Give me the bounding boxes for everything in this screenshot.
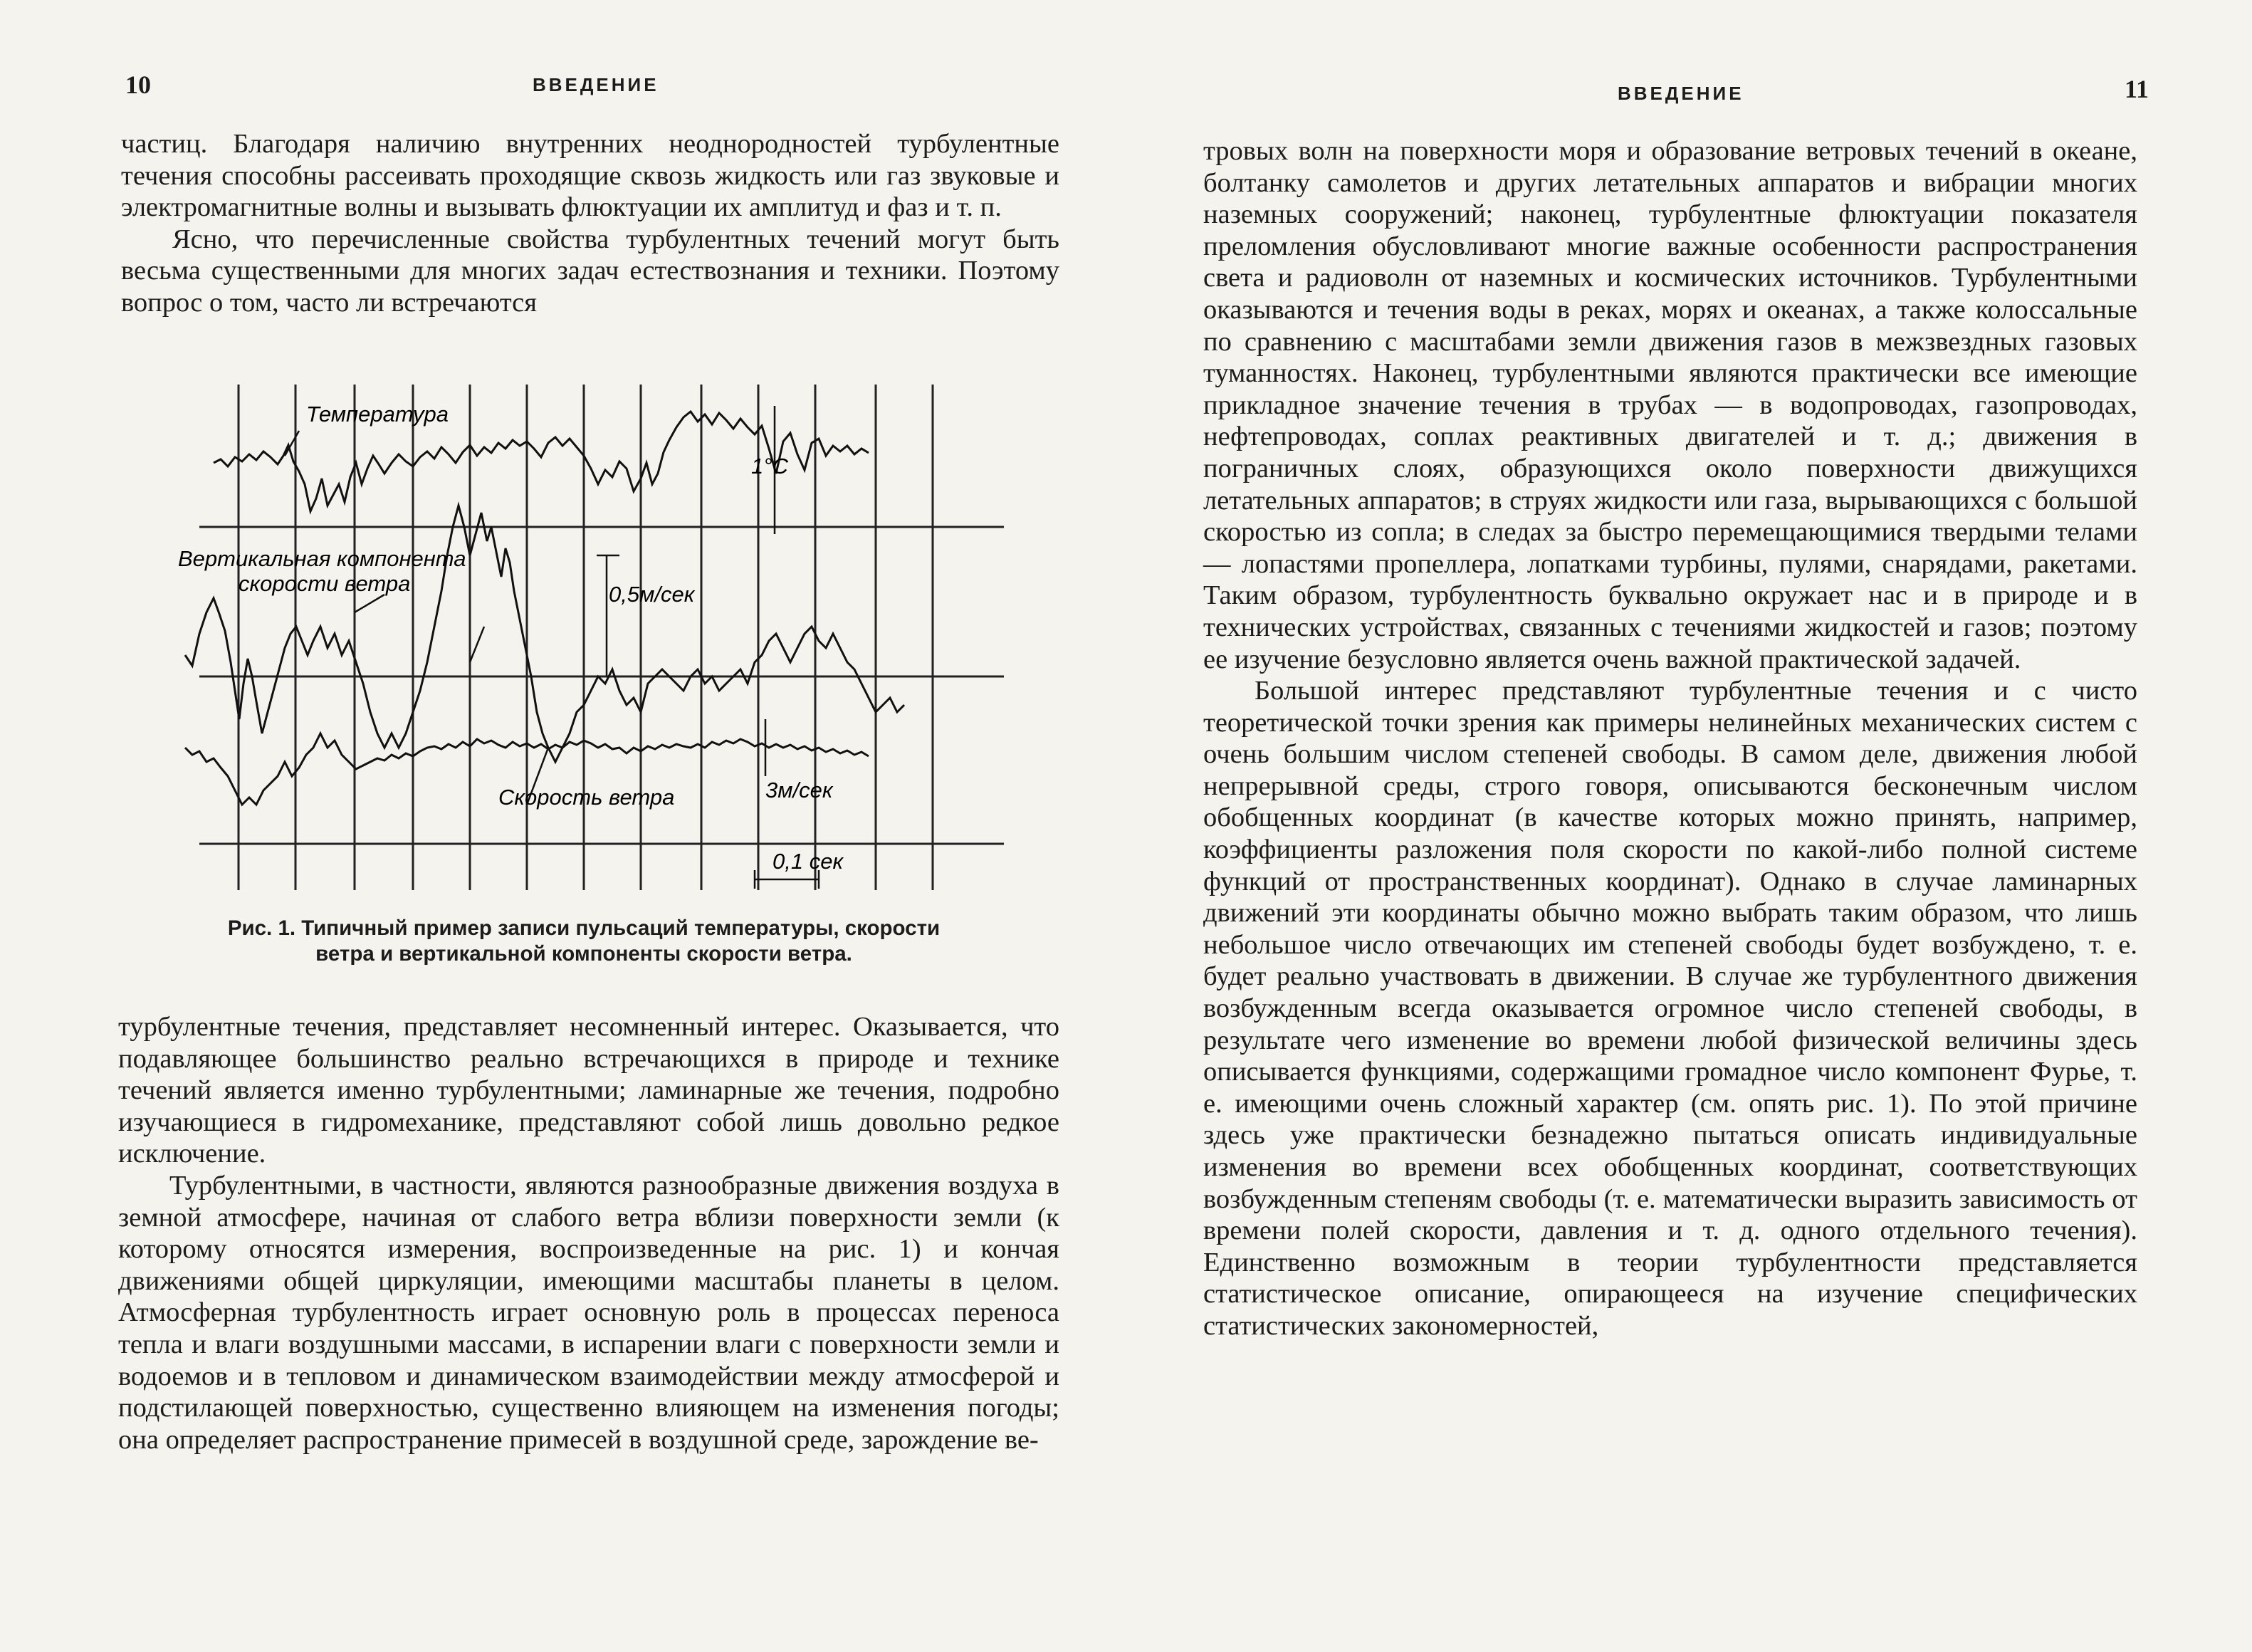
- figure-turbulence-records: [171, 377, 1025, 897]
- page-number: 10: [125, 70, 151, 99]
- vertical-component-trace: [185, 506, 904, 762]
- caption-line: Рис. 1. Типичный пример записи пульсаций температуры, скорости: [227, 916, 941, 940]
- label-scale-vertical: 0,5м/сек: [609, 582, 695, 607]
- label-temperature: Температура: [306, 402, 449, 427]
- leader-vertical-2: [470, 627, 484, 662]
- paragraph: Ясно, что перечисленные свойства турбулентных течений могут быть весьма существенными для многих задач естествознания и техники. Поэтому вопрос о том, часто ли встречаются: [121, 224, 1059, 318]
- paragraph: Турбулентными, в частности, являются разнообразные движения воздуха в земной атмосфере, начиная от слабого ветра вблизи поверхности земли (к которому относятся измерения, воспроизведенные на рис. 1) и кончая движениями общей циркуляции, имеющими масштабы планеты в целом. Атмосферная турбулентность играет основную роль в процессах переноса тепла и влаги воздушными массами, в испарении влаги с поверхности земли и водоемов и в тепловом и динамическом взаимодействии между атмосферой и подстилающей поверхностью, существенно влияющем на изменения погоды; она определяет распространение примесей в воздушной среде, зарождение ве-: [118, 1170, 1059, 1455]
- caption-line: ветра и вертикальной компоненты скорости ветра.: [315, 942, 852, 966]
- figure-caption: [157, 916, 1011, 967]
- label-vertical-1: Вертикальная компонента: [178, 546, 466, 571]
- leader-temperature: [285, 431, 299, 456]
- page-number: 11: [2125, 75, 2149, 103]
- paragraph: тровых волн на поверхности моря и образование ветровых течений в океане, болтанку самолетов и других летательных аппаратов и вибрации многих наземных сооружений; наконец, турбулентные флюктуации показателя преломления обусловливают многие важные особенности распространения света и радиоволн от наземных и космических источников. Турбулентными оказываются и течения воды в реках, морях и океанах, а также колоссальные по сравнению с масштабами земли движения газов в межзвездных газовых туманностях. Наконец, турбулентными являются практически все имеющие прикладное значение течения в трубах — в водопроводах, газопроводах, нефтепроводах, соплах реактивных двигателей и т. д.; движения в пограничных слоях, образующихся около поверхности движущихся летательных аппаратов; в струях жидкости или газа, вырывающихся с большой скоростью из сопла; в следах за быстро перемещающимися твердыми телами — лопастями пропеллера, лопатками турбины, пулями, снарядами, ракетами. Таким образом, турбулентность буквально окружает нас и в природе и в технических устройствах, связанных с течениями жидкостей и газов; поэтому ее изучение безусловно является очень важной практической задачей.: [1203, 136, 2137, 674]
- label-scale-time: 0,1 сек: [773, 849, 844, 874]
- paragraph: Большой интерес представляют турбулентные течения и с чисто теоретической точки зрения как примеры нелинейных механических систем с очень большим числом степеней свободы. В самом деле, движения любой непрерывной среды, строго говоря, описываются бесконечным числом обобщенных координат (в качестве которых можно принять, например, коэффициенты разложения поля скорости по какой-либо полной системе функций от пространственных координат). Однако в случае ламинарных движений эти координаты обычно можно выбрать таким образом, что лишь небольшое число отвечающих им степеней свободы будет возбуждено, т. е. будет реально участвовать в движении. В случае же турбулентного движения возбужденным всегда оказывается огромное число степеней свободы, в результате чего изменение во времени любой физической величины здесь описывается функциями, содержащими громадное число компонент Фурье, т. е. имеющими очень сложный характер (см. опять рис. 1). По этой причине здесь уже практически безнадежно пытаться описать индивидуальные изменения во времени всех обобщенных координат, соответствующих возбужденным степеням свободы (т. е. математически выразить зависимость от времени полей скорости, давления и т. д. одного отдельного течения). Единственно возможным в теории турбулентности представляется статистическое описание, опирающееся на изучение специфических статистических закономерностей,: [1203, 676, 2137, 1341]
- label-vertical-2: скорости ветра: [239, 571, 411, 596]
- left-top-text: [121, 128, 1059, 319]
- label-wind-speed: Скорость ветра: [498, 785, 675, 810]
- paragraph: турбулентные течения, представляет несомненный интерес. Оказывается, что подавляющее большинство реально встречающихся в природе и технике течений является именно турбулентными; ламинарные же течения, подробно изучающиеся в гидромеханике, представляют собой лишь довольно редкое исключение.: [118, 1012, 1059, 1169]
- label-scale-speed: 3м/сек: [765, 778, 833, 803]
- running-head: ВВЕДЕНИЕ: [533, 74, 659, 95]
- label-scale-temp: 1°C: [751, 454, 789, 479]
- running-head: ВВЕДЕНИЕ: [1618, 83, 1744, 104]
- right-text: [1203, 135, 2137, 1342]
- left-bottom-text: [118, 1011, 1059, 1455]
- figure-chart: [171, 377, 1025, 897]
- paragraph: частиц. Благодаря наличию внутренних неоднородностей турбулентные течения способны рассеивать проходящие сквозь жидкость или газ звуковые и электромагнитные волны и вызывать флюктуации их амплитуд и фаз и т. п.: [121, 129, 1059, 223]
- leader-vertical: [355, 595, 384, 612]
